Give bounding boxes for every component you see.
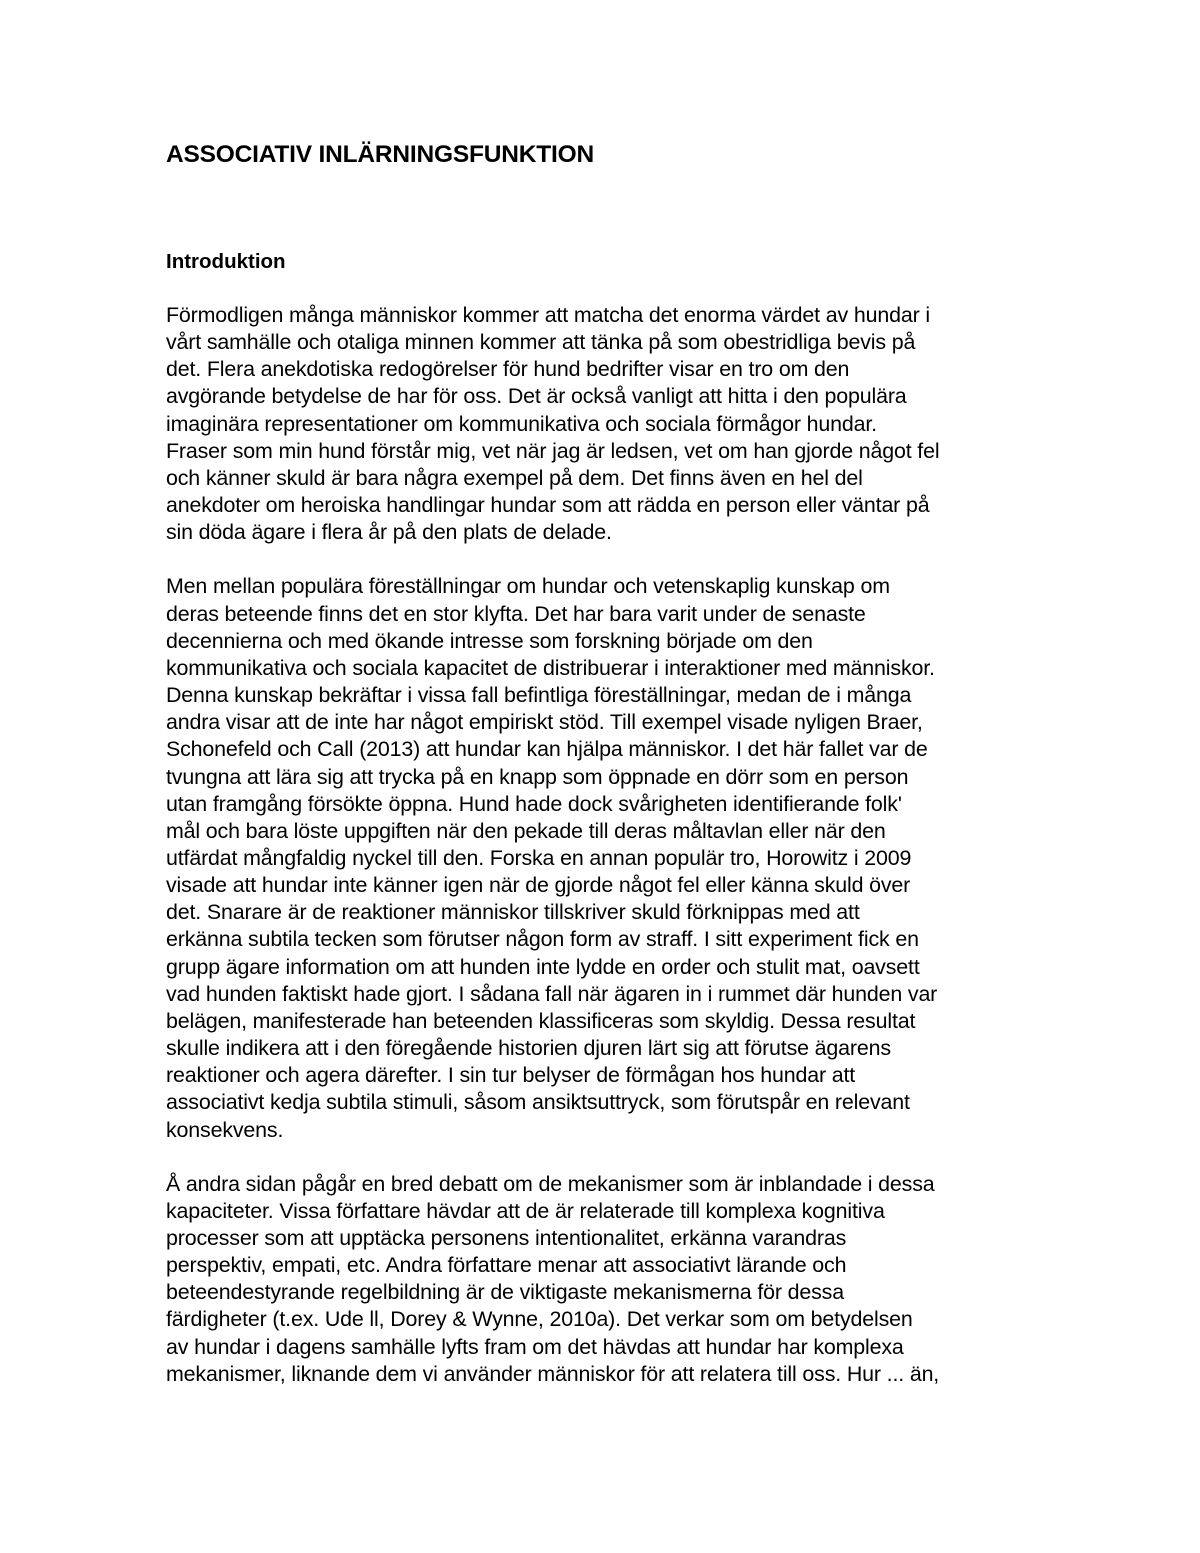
- paragraph-line: andra visar att de inte har något empiriskt stöd. Till exempel visade nyligen Braer,: [166, 710, 923, 735]
- paragraph-line: grupp ägare information om att hunden inte lydde en order och stulit mat, oavsett: [166, 954, 920, 979]
- paragraph-line: det. Snarare är de reaktioner människor tillskriver skuld förknippas med att: [166, 900, 860, 925]
- paragraph-line: vårt samhälle och otaliga minnen kommer att tänka på som obestridliga bevis på: [166, 330, 916, 355]
- paragraph-line: anekdoter om heroiska handlingar hundar som att rädda en person eller väntar på: [166, 493, 930, 518]
- section-heading-introduktion: Introduktion: [166, 250, 286, 273]
- paragraph-line: Schonefeld och Call (2013) att hundar kan hjälpa människor. I det här fallet var de: [166, 737, 928, 762]
- paragraph-line: utfärdat mångfaldig nyckel till den. Forska en annan populär tro, Horowitz i 2009: [166, 845, 912, 870]
- paragraph-line: skulle indikera att i den föregående historien djuren lärt sig att förutse ägarens: [166, 1036, 891, 1061]
- document-title: ASSOCIATIV INLÄRNINGSFUNKTION: [166, 141, 594, 168]
- paragraph-line: Denna kunskap bekräftar i vissa fall befintliga föreställningar, medan de i många: [166, 683, 912, 708]
- paragraph-line: Å andra sidan pågår en bred debatt om de mekanismer som är inblandade i dessa: [166, 1171, 935, 1196]
- paragraph-line: associativt kedja subtila stimuli, såsom ansiktsuttryck, som förutspår en relevant: [166, 1090, 910, 1115]
- paragraph-line: vad hunden faktiskt hade gjort. I sådana fall när ägaren in i rummet där hunden var: [166, 981, 938, 1006]
- paragraph-line: kapaciteter. Vissa författare hävdar att de är relaterade till komplexa kognitiva: [166, 1198, 885, 1223]
- paragraph-line: avgörande betydelse de har för oss. Det är också vanligt att hitta i den populära: [166, 384, 907, 409]
- document-page: [166, 138, 1046, 1388]
- paragraph-line: färdigheter (t.ex. Ude ll, Dorey & Wynne, 2010a). Det verkar som om betydelsen: [166, 1307, 913, 1332]
- paragraph-line: visade att hundar inte känner igen när de gjorde något fel eller känna skuld över: [166, 873, 911, 898]
- paragraph-line: deras beteende finns det en stor klyfta. Det har bara varit under de senaste: [166, 601, 866, 626]
- paragraph-line: utan framgång försökte öppna. Hund hade dock svårigheten identifierande folk': [166, 791, 902, 816]
- paragraph-line: imaginära representationer om kommunikativa och sociala förmågor hundar.: [166, 411, 877, 436]
- paragraph-line: av hundar i dagens samhälle lyfts fram om det hävdas att hundar har komplexa: [166, 1334, 904, 1359]
- paragraph-line: perspektiv, empati, etc. Andra författare menar att associativt lärande och: [166, 1253, 847, 1278]
- paragraph-line: kommunikativa och sociala kapacitet de distribuerar i interaktioner med människor.: [166, 655, 935, 680]
- paragraph-line: tvungna att lära sig att trycka på en knapp som öppnade en dörr som en person: [166, 764, 909, 789]
- paragraph-line: processer som att upptäcka personens intentionalitet, erkänna varandras: [166, 1226, 847, 1250]
- paragraph-line: mekanismer, liknande dem vi använder människor för att relatera till oss. Hur ... än,: [166, 1361, 940, 1386]
- paragraph-line: mål och bara löste uppgiften när den pekade till deras måltavlan eller när den: [166, 818, 886, 843]
- paragraph-line: sin döda ägare i flera år på den plats de delade.: [166, 520, 612, 545]
- paragraph-line: decennierna och med ökande intresse som forskning började om den: [166, 628, 813, 653]
- body-paragraph-1: [166, 302, 1046, 546]
- paragraph-line: Förmodligen många människor kommer att matcha det enorma värdet av hundar i: [166, 303, 930, 327]
- body-paragraph-3: [166, 1171, 1046, 1388]
- paragraph-line: belägen, manifesterade han beteenden klassificeras som skyldig. Dessa resultat: [166, 1008, 916, 1033]
- paragraph-line: konsekvens.: [166, 1117, 284, 1142]
- paragraph-line: Fraser som min hund förstår mig, vet när jag är ledsen, vet om han gjorde något fel: [166, 438, 940, 463]
- paragraph-line: och känner skuld är bara några exempel på dem. Det finns även en hel del: [166, 465, 863, 490]
- paragraph-line: reaktioner och agera därefter. I sin tur belyser de förmågan hos hundar att: [166, 1063, 856, 1088]
- body-paragraph-2: [166, 573, 1046, 1143]
- paragraph-line: det. Flera anekdotiska redogörelser för hund bedrifter visar en tro om den: [166, 357, 850, 382]
- paragraph-line: Men mellan populära föreställningar om hundar och vetenskaplig kunskap om: [166, 574, 890, 599]
- paragraph-line: beteendestyrande regelbildning är de viktigaste mekanismerna för dessa: [166, 1280, 844, 1305]
- paragraph-line: erkänna subtila tecken som förutser någon form av straff. I sitt experiment fick en: [166, 927, 919, 952]
